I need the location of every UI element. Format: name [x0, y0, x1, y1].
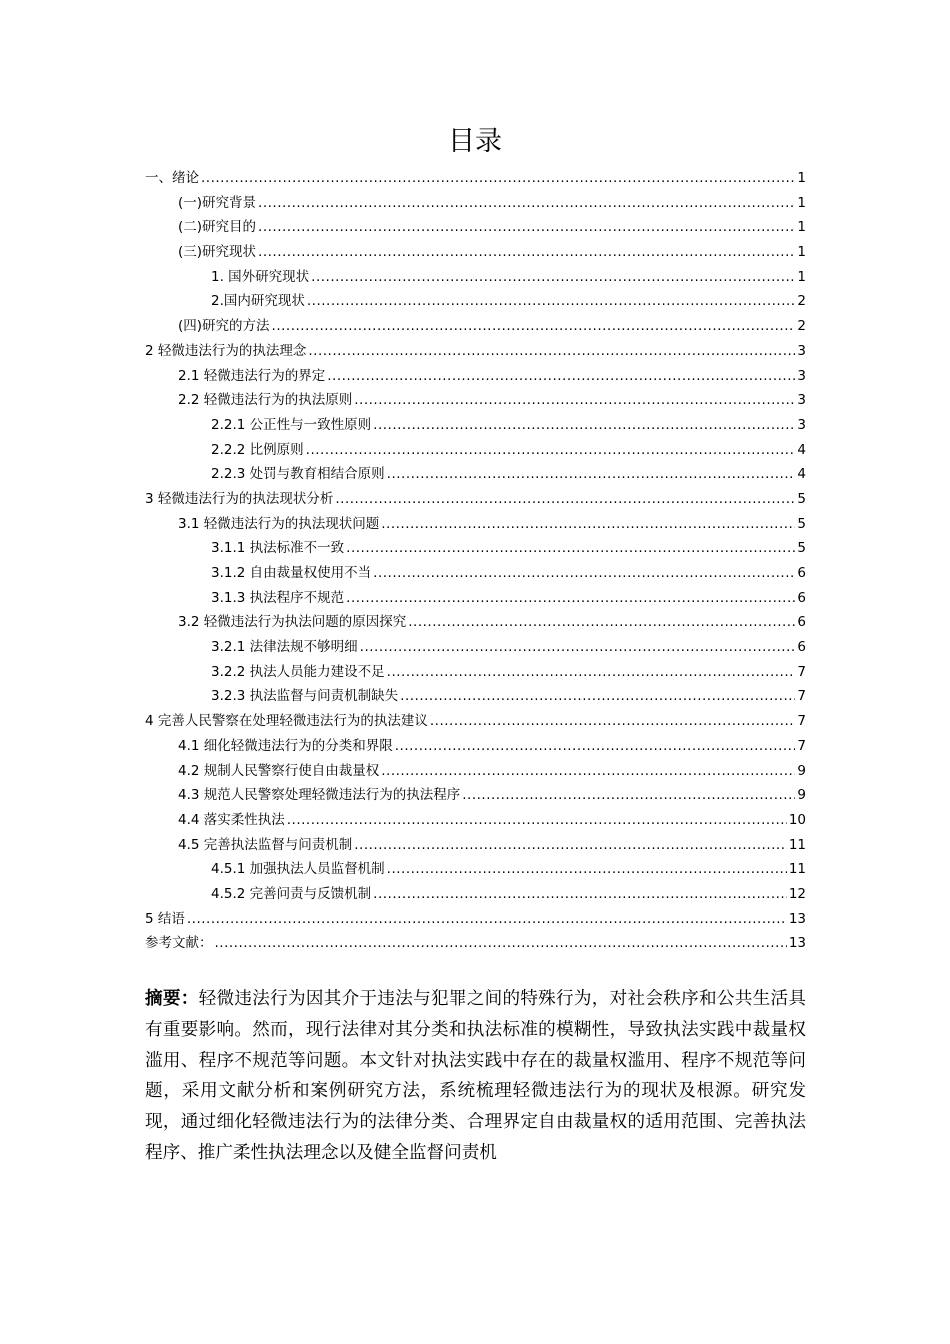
- toc-entry-page: 7: [797, 663, 806, 680]
- toc-entry-label: 3.2.2 执法人员能力建设不足: [211, 663, 385, 680]
- toc-entry-label: 3.1 轻微违法行为的执法现状问题: [178, 515, 380, 532]
- abstract-text: 轻微违法行为因其介于违法与犯罪之间的特殊行为，对社会秩序和公共生活具有重要影响。然而，现行法律对其分类和执法标准的模糊性，导致执法实践中裁量权滥用、程序不规范等问题。本文针对执法实践中存在的裁量权滥用、程序不规范等问题，采用文献分析和案例研究方法，系统梳理轻微违法行为的现状及根源。研究发现，通过细化轻微违法行为的法律分类、合理界定自由裁量权的适用范围、完善执法程序、推广柔性执法理念以及健全监督问责机: [145, 989, 806, 1163]
- toc-leader-dots: [201, 166, 795, 191]
- toc-entry[interactable]: [145, 339, 806, 364]
- toc-entry[interactable]: [145, 635, 806, 660]
- toc-entry-page: 7: [797, 713, 806, 730]
- toc-entry[interactable]: [145, 931, 806, 956]
- toc-entry-page: 3: [797, 392, 806, 409]
- toc-leader-dots: [395, 734, 796, 759]
- toc-entry[interactable]: [145, 684, 806, 709]
- toc-entry-page: 3: [797, 416, 806, 433]
- toc-entry[interactable]: [145, 759, 806, 784]
- table-of-contents: [145, 166, 806, 956]
- toc-entry[interactable]: [145, 610, 806, 635]
- toc-entry[interactable]: [145, 512, 806, 537]
- toc-leader-dots: [258, 191, 795, 216]
- toc-leader-dots: [408, 610, 795, 635]
- toc-entry-label: 3.2.1 法律法规不够明细: [211, 639, 358, 656]
- toc-entry-page: 6: [797, 639, 806, 656]
- toc-entry-label: (二)研究目的: [178, 219, 257, 236]
- toc-leader-dots: [327, 364, 795, 389]
- toc-entry-label: 2 轻微违法行为的执法理念: [145, 342, 307, 359]
- toc-entry[interactable]: [145, 314, 806, 339]
- toc-entry-page: 2: [797, 318, 806, 335]
- toc-entry-page: 1: [797, 244, 806, 261]
- toc-entry-label: 4.2 规制人民警察行使自由裁量权: [178, 762, 380, 779]
- toc-leader-dots: [308, 339, 795, 364]
- toc-leader-dots: [430, 709, 796, 734]
- toc-entry-page: 3: [797, 342, 806, 359]
- toc-entry-page: 11: [788, 836, 806, 853]
- toc-leader-dots: [381, 512, 795, 537]
- toc-entry[interactable]: [145, 413, 806, 438]
- toc-entry[interactable]: [145, 709, 806, 734]
- toc-leader-dots: [346, 536, 795, 561]
- abstract-label: 摘要：: [145, 989, 199, 1009]
- toc-entry-page: 1: [797, 219, 806, 236]
- toc-entry-page: 13: [788, 935, 806, 952]
- toc-leader-dots: [354, 833, 787, 858]
- toc-entry-label: (三)研究现状: [178, 244, 257, 261]
- toc-leader-dots: [373, 561, 795, 586]
- toc-entry-page: 7: [797, 688, 806, 705]
- toc-leader-dots: [360, 635, 796, 660]
- toc-leader-dots: [307, 289, 796, 314]
- toc-leader-dots: [272, 314, 796, 339]
- toc-entry-label: 3.1.3 执法程序不规范: [211, 589, 345, 606]
- toc-entry[interactable]: [145, 388, 806, 413]
- toc-entry-label: 2.2.2 比例原则: [211, 441, 304, 458]
- toc-entry-page: 10: [788, 811, 806, 828]
- toc-entry-label: 3.2 轻微违法行为执法问题的原因探究: [178, 614, 407, 631]
- toc-entry-label: 4.4 落实柔性执法: [178, 811, 285, 828]
- toc-entry-page: 11: [788, 861, 806, 878]
- toc-entry-label: 4.5.1 加强执法人员监督机制: [211, 861, 385, 878]
- toc-entry-label: (四)研究的方法: [178, 318, 270, 335]
- toc-leader-dots: [335, 487, 795, 512]
- abstract-paragraph: [145, 984, 806, 1169]
- toc-entry-page: 6: [797, 565, 806, 581]
- toc-entry-label: 4.5 完善执法监督与问责机制: [178, 836, 353, 853]
- toc-entry[interactable]: [145, 191, 806, 216]
- toc-entry[interactable]: [145, 166, 806, 191]
- toc-entry[interactable]: [145, 438, 806, 463]
- toc-entry-label: 参考文献：: [145, 935, 213, 952]
- toc-entry-page: 1: [797, 170, 806, 186]
- toc-entry-label: 2.1 轻微违法行为的界定: [178, 367, 326, 384]
- toc-leader-dots: [373, 882, 787, 907]
- toc-entry-page: 13: [788, 910, 806, 927]
- toc-entry[interactable]: [145, 265, 806, 290]
- toc-entry-page: 6: [797, 589, 806, 606]
- toc-entry-page: 5: [797, 515, 806, 532]
- toc-leader-dots: [346, 586, 795, 611]
- toc-title: 目录: [448, 126, 502, 157]
- toc-entry-label: 5 结语: [145, 910, 185, 927]
- toc-entry[interactable]: [145, 734, 806, 759]
- toc-entry[interactable]: [145, 487, 806, 512]
- toc-leader-dots: [258, 240, 795, 265]
- toc-entry-page: 1: [797, 268, 806, 285]
- toc-leader-dots: [287, 808, 787, 833]
- toc-entry-page: 3: [797, 367, 806, 384]
- toc-entry[interactable]: [145, 660, 806, 685]
- toc-entry-label: 3.1.1 执法标准不一致: [211, 540, 345, 557]
- toc-entry-label: 3.2.3 执法监督与问责机制缺失: [211, 688, 399, 705]
- toc-leader-dots: [354, 388, 795, 413]
- toc-entry-page: 4: [797, 441, 806, 458]
- toc-entry[interactable]: [145, 808, 806, 833]
- toc-leader-dots: [387, 857, 787, 882]
- toc-leader-dots: [311, 265, 795, 290]
- toc-entry[interactable]: [145, 783, 806, 808]
- toc-leader-dots: [462, 783, 795, 808]
- toc-entry-label: 2.2.1 公正性与一致性原则: [211, 416, 372, 433]
- toc-entry[interactable]: [145, 215, 806, 240]
- toc-entry-label: 一、绪论: [145, 170, 199, 186]
- toc-entry-label: 4.3 规范人民警察处理轻微违法行为的执法程序: [178, 787, 461, 804]
- toc-entry[interactable]: [145, 364, 806, 389]
- toc-entry-label: 1. 国外研究现状: [211, 268, 310, 285]
- toc-entry-page: 9: [797, 787, 806, 804]
- toc-entry[interactable]: [145, 833, 806, 858]
- toc-entry-page: 12: [788, 885, 806, 902]
- toc-entry[interactable]: [145, 857, 806, 882]
- toc-leader-dots: [258, 215, 795, 240]
- toc-leader-dots: [373, 413, 795, 438]
- toc-entry-page: 4: [797, 466, 806, 483]
- toc-entry[interactable]: [145, 907, 806, 932]
- toc-entry-page: 9: [797, 762, 806, 779]
- toc-entry-label: (一)研究背景: [178, 194, 257, 211]
- toc-entry-page: 6: [797, 614, 806, 631]
- toc-entry[interactable]: [145, 289, 806, 314]
- toc-entry-page: 2: [797, 293, 806, 310]
- toc-entry-page: 5: [797, 490, 806, 507]
- toc-leader-dots: [381, 759, 795, 784]
- toc-entry-page: 1: [797, 194, 806, 211]
- toc-entry-label: 2.2 轻微违法行为的执法原则: [178, 392, 353, 409]
- toc-leader-dots: [400, 684, 795, 709]
- toc-entry-label: 2.2.3 处罚与教育相结合原则: [211, 466, 385, 483]
- toc-entry-label: 3.1.2 自由裁量权使用不当: [211, 565, 372, 581]
- toc-entry-page: 7: [797, 737, 806, 754]
- toc-entry[interactable]: [145, 586, 806, 611]
- toc-entry-page: 5: [797, 540, 806, 557]
- toc-leader-dots: [187, 907, 787, 932]
- toc-entry-label: 4.5.2 完善问责与反馈机制: [211, 885, 372, 902]
- toc-entry[interactable]: [145, 462, 806, 487]
- toc-leader-dots: [306, 438, 796, 463]
- toc-entry-label: 4.1 细化轻微违法行为的分类和界限: [178, 737, 393, 754]
- toc-entry[interactable]: [145, 536, 806, 561]
- toc-leader-dots: [387, 462, 796, 487]
- toc-entry[interactable]: [145, 561, 806, 586]
- toc-entry-label: 2.国内研究现状: [211, 293, 305, 310]
- toc-entry-label: 3 轻微违法行为的执法现状分析: [145, 490, 334, 507]
- toc-entry-label: 4 完善人民警察在处理轻微违法行为的执法建议: [145, 713, 428, 730]
- toc-entry[interactable]: [145, 240, 806, 265]
- toc-leader-dots: [215, 931, 787, 956]
- toc-leader-dots: [387, 660, 796, 685]
- toc-entry[interactable]: [145, 882, 806, 907]
